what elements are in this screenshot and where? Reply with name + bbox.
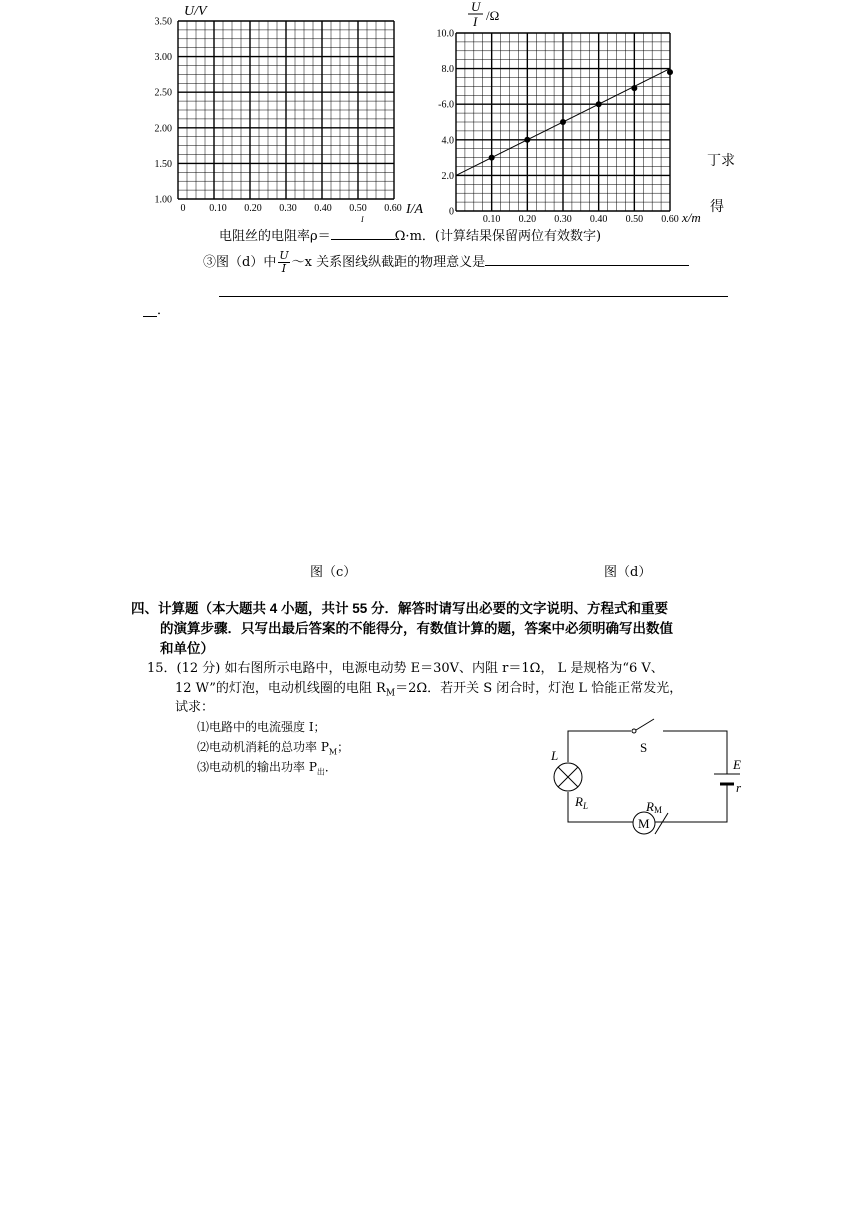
q14-frac-num: U [279,249,289,262]
graph-c-y-tick: 3.00 [154,52,172,64]
graph-d-y-tick: 4.0 [441,135,454,147]
lamp-symbol [554,763,582,791]
graph-c-y-tick: 3.50 [154,16,172,28]
graph-c-x-tick: 0.50 [349,203,367,214]
q15-line2-text: 12 W”的灯泡，电动机线圈的电阻 R [175,681,386,696]
graph-c-y-label: U/V [184,4,207,19]
graph-d-caption: 图（d） [604,565,652,580]
q14-resistivity-suffix: Ω·m．(计算结果保留两位有效数字) [394,229,602,244]
section4-heading-line2: 的演算步骤．只写出最后答案的不能得分，有数值计算的题，答案中必须明确写出数值 [160,621,673,636]
q14-part3-blank [485,252,689,266]
motor-resistance-sub: M [653,805,662,815]
circuit-diagram [540,718,760,840]
q15-item3-sub: 出 [316,767,325,777]
motor-resistance-r: R [646,799,654,814]
q15-item2-end: ； [337,740,350,754]
graph-d-y-tick: 8.0 [441,64,454,76]
data-point [560,119,566,125]
graph-d-x-label: x/m [682,210,701,225]
graph-c-x-tick: 0.20 [244,203,262,214]
graph-d-x-tick: 0.50 [625,214,644,225]
data-point [631,85,637,91]
graph-c-y-tick: 2.50 [154,87,172,99]
graph-d-y-tick: -6.0 [438,99,454,111]
graph-c-y-tick: 1.00 [154,194,172,206]
data-point [667,69,673,75]
q14-trailing-underline [143,316,157,317]
graph-d-y-tick: 10.0 [436,28,454,40]
graph-d-x-tick: 0.60 [661,214,679,225]
lamp-label: L [551,748,559,763]
q14-frac-den: I [281,262,287,275]
graph-c-y-tick: 1.50 [154,158,172,170]
section4-heading-line1: 四、计算题（本大题共 4 小题，共计 55 分．解答时请写出必要的文字说明、方程式和重要 [131,601,669,616]
side-fragment-2: 得 [710,199,724,215]
q14-resistivity-prefix: 电阻丝的电阻率ρ＝ [219,229,331,244]
q14-resistivity-line [219,226,601,246]
data-point [489,155,495,161]
q15-item1: ⑴电路中的电流强度 I； [197,720,326,734]
q15-item3 [197,758,337,781]
q14-trailing-mark: ． [157,303,171,318]
internal-r-label: r [736,780,742,795]
graph-d-x-tick: 0.20 [518,214,537,225]
graph-d-y-label-den: I [473,14,478,29]
switch-label: S [640,740,648,755]
lamp-resistance-label [574,794,588,811]
q15-line3: 试求： [175,700,215,715]
graph-c-y-tick: 2.00 [154,123,172,135]
q14-part3-prefix: ③图（d）中 [203,255,277,270]
q15-line2 [175,680,682,703]
q15-item2-main: ⑵电动机消耗的总功率 P [197,740,329,754]
switch-symbol [632,719,654,733]
graph-c-x-tick: 0.60 [384,203,402,214]
q15-item3-end: ． [324,760,337,774]
graph-c-x-tick: 0.10 [209,203,227,214]
graph-c-stray-mark: I [361,215,364,224]
q14-answer-line [219,296,728,297]
q14-part3-line [203,249,689,277]
graph-d-x-tick: 0.10 [482,214,501,225]
graph-d-y-label-num: U [471,0,481,14]
q15-item2-sub: M [328,747,338,757]
graph-d-x-tick: 0.30 [554,214,572,225]
graph-d-y-label [468,0,483,29]
q15-line1: 15．(12 分) 如右图所示电路中，电源电动势 E＝30V、内阻 r＝1Ω， L 是规格为“6 V、 [147,661,664,676]
graph-c-caption: 图（c） [310,565,357,580]
q15-item3-main: ⑶电动机的输出功率 P [197,760,317,774]
lamp-resistance-r: R [575,794,583,809]
lamp-resistance-sub: L [582,801,588,811]
graph-c-x-tick: 0.40 [314,203,332,214]
q15-line2-rest: ＝2Ω．若开关 S 闭合时，灯泡 L 恰能正常发光， [395,681,683,696]
data-point [596,101,602,107]
graph-d [420,0,720,225]
side-fragment-1: 丁求 [707,153,735,169]
q14-ui-fraction [278,250,289,275]
graph-d-y-tick: 0 [449,206,454,218]
section4-heading-line3: 和单位） [160,641,214,656]
graph-c-x-tick: 0.30 [279,203,297,214]
graph-c-x-label: I/A [406,202,424,217]
q15-line2-sub: M [385,688,396,699]
graph-d-x-tick: 0.40 [589,214,608,225]
motor-resistance-label [645,799,662,815]
q14-part3-mid: ～x 关系图线纵截距的物理意义是 [291,255,486,270]
emf-label: E [733,757,741,772]
motor-label: M [638,816,650,831]
q14-resistivity-blank [331,226,395,240]
graph-c [130,0,440,225]
graph-c-x-tick: 0 [180,203,186,214]
graph-d-y-tick: 2.0 [441,170,454,182]
graph-d-y-unit: /Ω [486,8,500,23]
data-point [524,137,530,143]
